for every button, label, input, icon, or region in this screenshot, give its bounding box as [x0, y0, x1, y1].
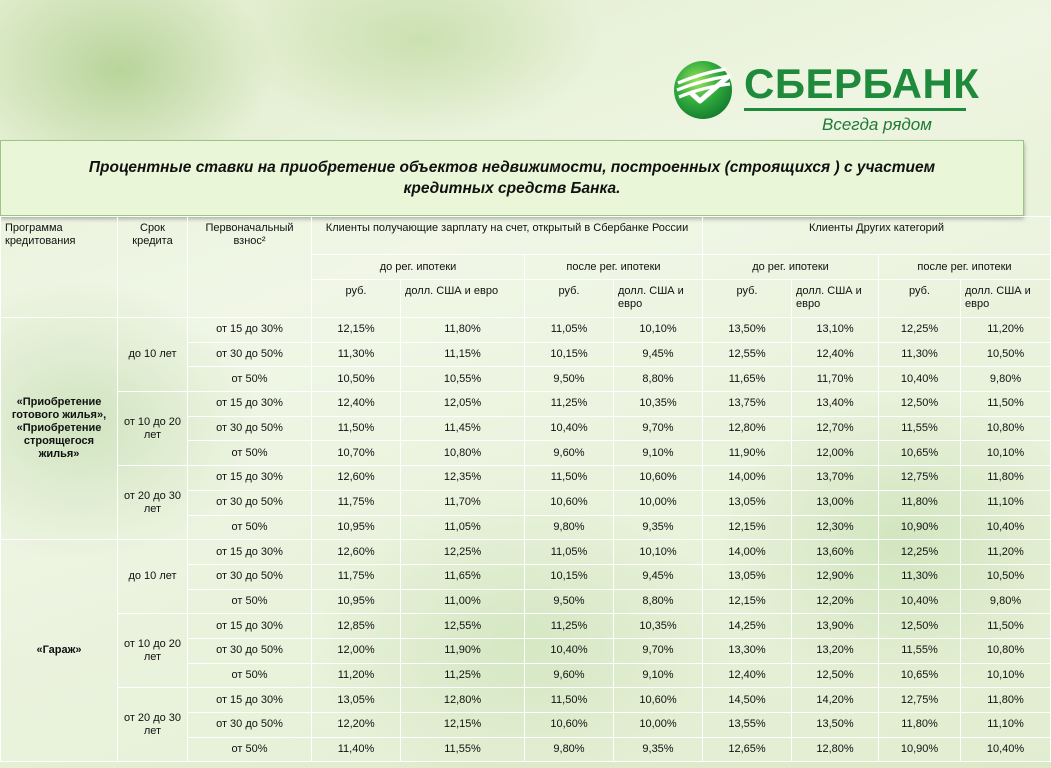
rate-cell: 12,30%: [792, 515, 879, 540]
rate-cell: 10,80%: [961, 416, 1051, 441]
rate-cell: 11,80%: [879, 490, 961, 515]
rate-cell: 9,80%: [525, 515, 614, 540]
rate-cell: 12,75%: [879, 466, 961, 491]
rate-cell: 12,70%: [792, 416, 879, 441]
header-other-after-reg: после рег. ипотеки: [879, 255, 1051, 280]
header-currency-rub: руб.: [525, 280, 614, 318]
term-label: от 10 до 20 лет: [118, 392, 188, 466]
rate-cell: 13,05%: [312, 688, 401, 713]
rate-cell: 12,20%: [792, 589, 879, 614]
rate-cell: 11,50%: [961, 614, 1051, 639]
sberbank-logo-icon: [672, 59, 734, 121]
rate-cell: 10,10%: [614, 540, 703, 565]
rate-cell: 10,60%: [614, 466, 703, 491]
rate-cell: 13,00%: [792, 490, 879, 515]
rate-cell: 14,20%: [792, 688, 879, 713]
rate-cell: 11,70%: [792, 367, 879, 392]
rate-cell: 12,55%: [703, 342, 792, 367]
rate-cell: 10,40%: [961, 515, 1051, 540]
rate-cell: 14,50%: [703, 688, 792, 713]
rate-cell: 10,50%: [961, 342, 1051, 367]
rate-cell: 10,70%: [312, 441, 401, 466]
rate-cell: 11,30%: [312, 342, 401, 367]
table-row: [1, 614, 1051, 639]
rate-cell: 10,40%: [525, 638, 614, 663]
rate-cell: 12,15%: [703, 589, 792, 614]
rate-cell: 12,25%: [401, 540, 525, 565]
rate-cell: 10,40%: [879, 589, 961, 614]
rate-cell: 14,25%: [703, 614, 792, 639]
rate-cell: 9,60%: [525, 441, 614, 466]
rate-cell: 12,90%: [792, 564, 879, 589]
rate-cell: 10,10%: [961, 663, 1051, 688]
rate-cell: 11,40%: [312, 737, 401, 762]
rate-cell: 11,20%: [961, 540, 1051, 565]
rate-cell: 10,15%: [525, 342, 614, 367]
rate-cell: 8,80%: [614, 367, 703, 392]
rate-cell: 9,60%: [525, 663, 614, 688]
rate-cell: 11,05%: [525, 318, 614, 343]
rate-cell: 11,20%: [312, 663, 401, 688]
brand-underline: [744, 108, 966, 111]
rate-cell: 10,00%: [614, 490, 703, 515]
rate-cell: 12,40%: [703, 663, 792, 688]
brand-slogan: Всегда рядом: [822, 115, 932, 134]
rate-cell: 9,10%: [614, 441, 703, 466]
rate-cell: 11,70%: [401, 490, 525, 515]
rate-cell: 13,50%: [792, 713, 879, 738]
program-name: «Гараж»: [1, 540, 118, 762]
rate-cell: 12,80%: [792, 737, 879, 762]
rate-cell: 10,60%: [614, 688, 703, 713]
rate-cell: 9,80%: [961, 367, 1051, 392]
header-other-before-reg: до рег. ипотеки: [703, 255, 879, 280]
rate-cell: 11,25%: [525, 392, 614, 417]
rate-cell: 10,40%: [525, 416, 614, 441]
table-row: [1, 466, 1051, 491]
down-payment-cell: от 15 до 30%: [188, 392, 312, 417]
rate-cell: 14,00%: [703, 466, 792, 491]
header-term: Срок кредита: [118, 217, 188, 318]
rate-cell: 11,15%: [401, 342, 525, 367]
rate-cell: 9,80%: [961, 589, 1051, 614]
rate-cell: 13,05%: [703, 490, 792, 515]
rate-cell: 13,05%: [703, 564, 792, 589]
rate-cell: 9,50%: [525, 367, 614, 392]
rate-cell: 11,50%: [961, 392, 1051, 417]
rate-cell: 11,25%: [525, 614, 614, 639]
rate-cell: 11,05%: [401, 515, 525, 540]
sberbank-logo: [672, 57, 980, 137]
rate-cell: 12,40%: [792, 342, 879, 367]
header-currency-usd-eur: долл. США и евро: [792, 280, 879, 318]
header-group-salary: Клиенты получающие зарплату на счет, открытый в Сбербанке России: [312, 217, 703, 255]
rate-cell: 12,50%: [792, 663, 879, 688]
rate-cell: 10,35%: [614, 614, 703, 639]
header-currency-rub: руб.: [879, 280, 961, 318]
rate-cell: 10,10%: [961, 441, 1051, 466]
rate-cell: 9,80%: [525, 737, 614, 762]
rate-cell: 10,65%: [879, 663, 961, 688]
rate-cell: 11,65%: [703, 367, 792, 392]
header-currency-usd-eur: долл. США и евро: [961, 280, 1051, 318]
header-group-other: Клиенты Других категорий: [703, 217, 1051, 255]
table-row: [1, 688, 1051, 713]
brand-name: СБЕРБАНК: [744, 60, 980, 107]
rate-cell: 13,50%: [703, 318, 792, 343]
header-currency-rub: руб.: [312, 280, 401, 318]
down-payment-cell: от 50%: [188, 441, 312, 466]
rates-table: [0, 216, 1051, 762]
rate-cell: 10,90%: [879, 515, 961, 540]
term-label: до 10 лет: [118, 318, 188, 392]
rate-cell: 12,25%: [879, 540, 961, 565]
term-label: до 10 лет: [118, 540, 188, 614]
down-payment-cell: от 15 до 30%: [188, 540, 312, 565]
down-payment-cell: от 30 до 50%: [188, 490, 312, 515]
down-payment-cell: от 50%: [188, 515, 312, 540]
rate-cell: 12,25%: [879, 318, 961, 343]
table-row: [1, 392, 1051, 417]
rate-cell: 11,90%: [401, 638, 525, 663]
rate-cell: 12,05%: [401, 392, 525, 417]
down-payment-cell: от 50%: [188, 737, 312, 762]
rate-cell: 12,00%: [312, 638, 401, 663]
header-currency-rub: руб.: [703, 280, 792, 318]
rate-cell: 10,80%: [961, 638, 1051, 663]
rate-cell: 13,40%: [792, 392, 879, 417]
header-salary-before-reg: до рег. ипотеки: [312, 255, 525, 280]
rate-cell: 13,70%: [792, 466, 879, 491]
rate-cell: 10,60%: [525, 713, 614, 738]
rate-cell: 10,60%: [525, 490, 614, 515]
rate-cell: 9,10%: [614, 663, 703, 688]
header-currency-usd-eur: долл. США и евро: [614, 280, 703, 318]
rate-cell: 11,25%: [401, 663, 525, 688]
down-payment-cell: от 30 до 50%: [188, 416, 312, 441]
rate-cell: 10,00%: [614, 713, 703, 738]
rate-cell: 12,20%: [312, 713, 401, 738]
rate-cell: 11,80%: [961, 466, 1051, 491]
rate-cell: 10,50%: [961, 564, 1051, 589]
down-payment-cell: от 50%: [188, 589, 312, 614]
rate-cell: 11,10%: [961, 713, 1051, 738]
rate-cell: 11,45%: [401, 416, 525, 441]
rate-cell: 11,00%: [401, 589, 525, 614]
rate-cell: 9,70%: [614, 638, 703, 663]
rate-cell: 10,15%: [525, 564, 614, 589]
rate-cell: 12,15%: [312, 318, 401, 343]
rate-cell: 10,90%: [879, 737, 961, 762]
down-payment-cell: от 15 до 30%: [188, 318, 312, 343]
rate-cell: 10,95%: [312, 589, 401, 614]
rate-cell: 11,80%: [401, 318, 525, 343]
rate-cell: 11,05%: [525, 540, 614, 565]
rate-cell: 11,10%: [961, 490, 1051, 515]
rate-cell: 10,10%: [614, 318, 703, 343]
down-payment-cell: от 50%: [188, 367, 312, 392]
rate-cell: 12,00%: [792, 441, 879, 466]
rate-cell: 12,35%: [401, 466, 525, 491]
page-title-box: [0, 140, 1024, 216]
header-down-payment: Первоначальный взнос²: [188, 217, 312, 318]
rate-cell: 12,65%: [703, 737, 792, 762]
rate-cell: 12,15%: [703, 515, 792, 540]
rate-cell: 11,80%: [961, 688, 1051, 713]
rate-cell: 13,55%: [703, 713, 792, 738]
header-row-1: [1, 217, 1051, 255]
rate-cell: 11,75%: [312, 564, 401, 589]
rate-cell: 13,10%: [792, 318, 879, 343]
rate-cell: 10,50%: [312, 367, 401, 392]
rate-cell: 10,55%: [401, 367, 525, 392]
down-payment-cell: от 30 до 50%: [188, 638, 312, 663]
rate-cell: 9,35%: [614, 515, 703, 540]
header-salary-after-reg: после рег. ипотеки: [525, 255, 703, 280]
rate-cell: 11,90%: [703, 441, 792, 466]
header-currency-usd-eur: долл. США и евро: [401, 280, 525, 318]
rate-cell: 10,40%: [879, 367, 961, 392]
rate-cell: 11,55%: [401, 737, 525, 762]
rate-cell: 10,80%: [401, 441, 525, 466]
rate-cell: 12,55%: [401, 614, 525, 639]
rate-cell: 12,80%: [703, 416, 792, 441]
rate-cell: 13,90%: [792, 614, 879, 639]
rate-cell: 13,30%: [703, 638, 792, 663]
rate-cell: 9,45%: [614, 564, 703, 589]
rate-cell: 11,50%: [525, 466, 614, 491]
rate-cell: 10,40%: [961, 737, 1051, 762]
rate-cell: 12,75%: [879, 688, 961, 713]
rate-cell: 11,30%: [879, 564, 961, 589]
rate-cell: 13,20%: [792, 638, 879, 663]
program-name: «Приобретение готового жилья», «Приобретение строящегося жилья»: [1, 318, 118, 540]
rate-cell: 11,30%: [879, 342, 961, 367]
rate-cell: 14,00%: [703, 540, 792, 565]
rate-cell: 13,75%: [703, 392, 792, 417]
rate-cell: 9,50%: [525, 589, 614, 614]
table-row: [1, 318, 1051, 343]
header-program: Программа кредитования: [1, 217, 118, 318]
rate-cell: 10,65%: [879, 441, 961, 466]
rate-cell: 12,80%: [401, 688, 525, 713]
rate-cell: 9,45%: [614, 342, 703, 367]
down-payment-cell: от 15 до 30%: [188, 466, 312, 491]
rate-cell: 9,70%: [614, 416, 703, 441]
down-payment-cell: от 30 до 50%: [188, 564, 312, 589]
rate-cell: 11,75%: [312, 490, 401, 515]
rate-cell: 11,80%: [879, 713, 961, 738]
rate-cell: 12,50%: [879, 614, 961, 639]
down-payment-cell: от 30 до 50%: [188, 713, 312, 738]
rate-cell: 11,50%: [312, 416, 401, 441]
rate-cell: 12,40%: [312, 392, 401, 417]
down-payment-cell: от 50%: [188, 663, 312, 688]
rate-cell: 12,60%: [312, 540, 401, 565]
rate-cell: 11,50%: [525, 688, 614, 713]
rate-cell: 12,60%: [312, 466, 401, 491]
rate-cell: 11,55%: [879, 638, 961, 663]
rate-cell: 12,85%: [312, 614, 401, 639]
term-label: от 20 до 30 лет: [118, 466, 188, 540]
term-label: от 10 до 20 лет: [118, 614, 188, 688]
rate-cell: 10,95%: [312, 515, 401, 540]
table-row: [1, 540, 1051, 565]
rate-cell: 11,20%: [961, 318, 1051, 343]
rate-cell: 10,35%: [614, 392, 703, 417]
rate-cell: 8,80%: [614, 589, 703, 614]
rate-cell: 11,55%: [879, 416, 961, 441]
down-payment-cell: от 15 до 30%: [188, 614, 312, 639]
rate-cell: 12,15%: [401, 713, 525, 738]
rate-cell: 13,60%: [792, 540, 879, 565]
page-title: Процентные ставки на приобретение объектов недвижимости, построенных (строящихся ) с участием кредитных средств Банка.: [88, 159, 936, 197]
term-label: от 20 до 30 лет: [118, 688, 188, 762]
rate-cell: 9,35%: [614, 737, 703, 762]
down-payment-cell: от 30 до 50%: [188, 342, 312, 367]
rate-cell: 11,65%: [401, 564, 525, 589]
down-payment-cell: от 15 до 30%: [188, 688, 312, 713]
rate-cell: 12,50%: [879, 392, 961, 417]
